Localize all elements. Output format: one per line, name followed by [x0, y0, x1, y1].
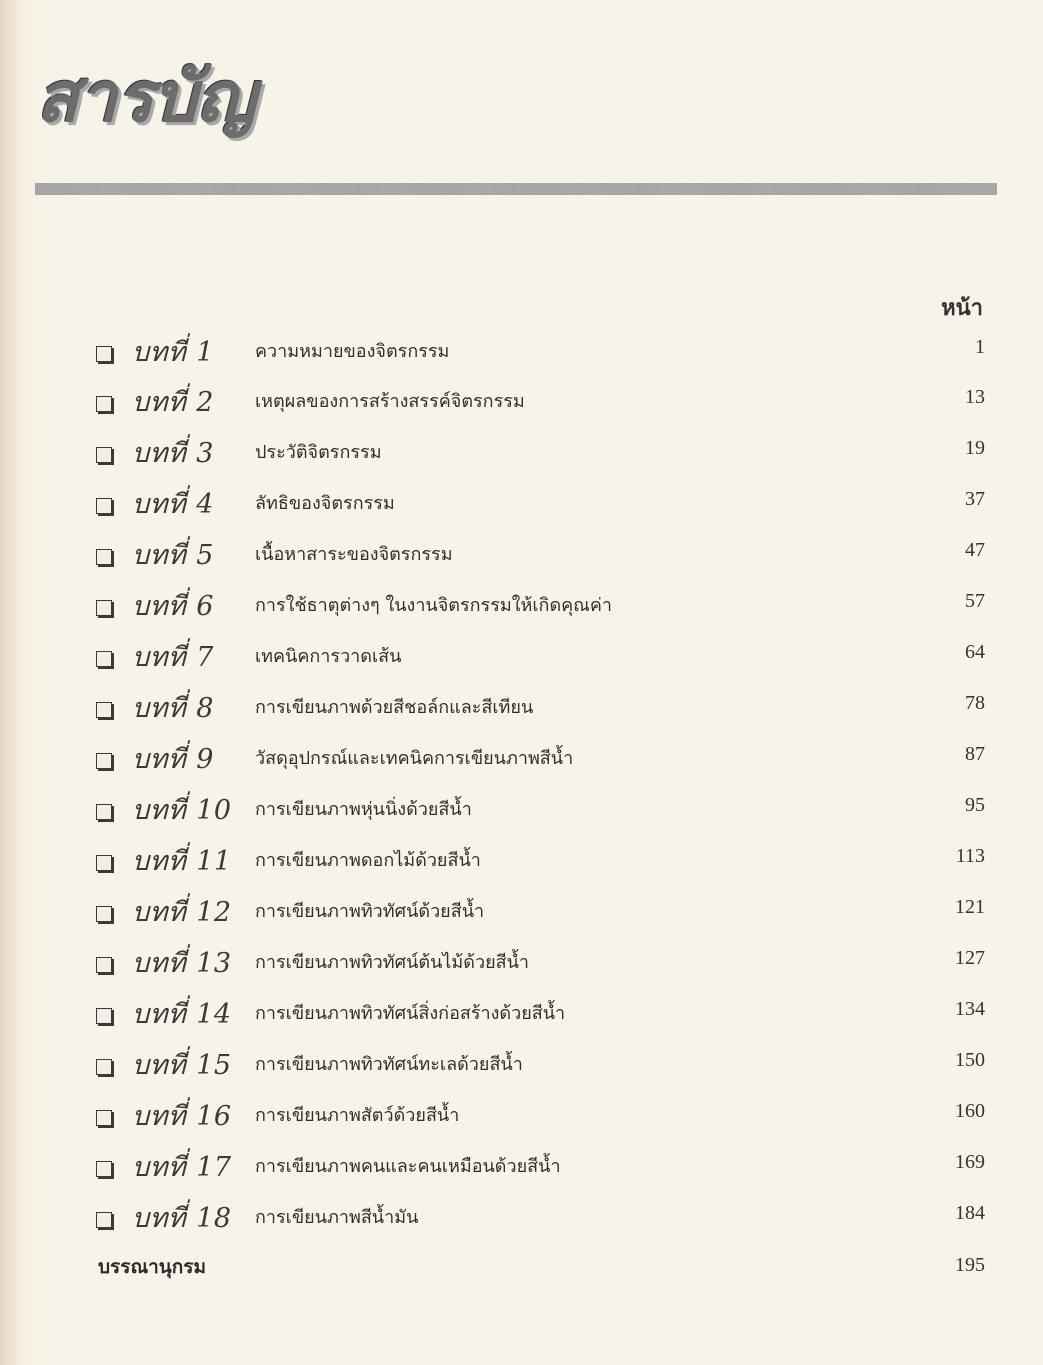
title-divider [35, 183, 997, 195]
toc-entry-chapter-9[interactable] [0, 741, 1043, 789]
toc-entry-chapter-18[interactable] [0, 1200, 1043, 1248]
toc-entry-chapter-10[interactable] [0, 792, 1043, 840]
toc-entry-chapter-16[interactable] [0, 1098, 1043, 1146]
chapter-number: 10 [196, 795, 232, 826]
checkbox-bullet-icon [96, 906, 112, 922]
checkbox-bullet-icon [96, 549, 112, 565]
page-column-header: หน้า [941, 296, 983, 321]
chapter-title: การเขียนภาพทิวทัศน์สิ่งก่อสร้างด้วยสีน้ำ [255, 1003, 566, 1024]
checkbox-bullet-icon [96, 651, 112, 667]
chapter-prefix: บทที่ [132, 795, 187, 826]
chapter-number: 5 [196, 540, 214, 571]
bibliography-title: บรรณานุกรม [98, 1256, 206, 1278]
toc-entry-chapter-12[interactable] [0, 894, 1043, 942]
chapter-page-number: 113 [955, 845, 985, 867]
chapter-page-number: 169 [955, 1151, 985, 1173]
checkbox-bullet-icon [96, 447, 112, 463]
chapter-number: 8 [196, 693, 214, 724]
chapter-prefix: บทที่ [132, 1152, 187, 1183]
toc-entry-chapter-4[interactable] [0, 486, 1043, 534]
chapter-label [132, 788, 232, 831]
toc-entry-chapter-13[interactable] [0, 945, 1043, 993]
chapter-number: 13 [196, 948, 232, 979]
chapter-prefix: บทที่ [132, 489, 187, 520]
chapter-prefix: บทที่ [132, 591, 187, 622]
chapter-label [132, 737, 214, 780]
toc-entry-chapter-7[interactable] [0, 639, 1043, 687]
chapter-title: การเขียนภาพทิวทัศน์ด้วยสีน้ำ [255, 901, 485, 922]
toc-entry-chapter-15[interactable] [0, 1047, 1043, 1095]
checkbox-bullet-icon [96, 498, 112, 514]
chapter-title: การเขียนภาพหุ่นนิ่งด้วยสีน้ำ [255, 799, 472, 820]
chapter-prefix: บทที่ [132, 642, 187, 673]
chapter-page-number: 150 [955, 1049, 985, 1071]
checkbox-bullet-icon [96, 600, 112, 616]
chapter-title: เทคนิคการวาดเส้น [255, 646, 402, 667]
chapter-page-number: 127 [955, 947, 985, 969]
chapter-prefix: บทที่ [132, 1050, 187, 1081]
checkbox-bullet-icon [96, 702, 112, 718]
chapter-label [132, 686, 214, 729]
chapter-prefix: บทที่ [132, 1101, 187, 1132]
chapter-page-number: 184 [955, 1202, 985, 1224]
chapter-prefix: บทที่ [132, 846, 187, 877]
checkbox-bullet-icon [96, 396, 112, 412]
chapter-page-number: 160 [955, 1100, 985, 1122]
chapter-prefix: บทที่ [132, 693, 187, 724]
chapter-title: การเขียนภาพสัตว์ด้วยสีน้ำ [255, 1105, 460, 1126]
chapter-prefix: บทที่ [132, 387, 187, 418]
chapter-title: การเขียนภาพสีน้ำมัน [255, 1207, 419, 1228]
toc-entry-chapter-6[interactable] [0, 588, 1043, 636]
toc-entry-chapter-2[interactable] [0, 384, 1043, 432]
chapter-title: การเขียนภาพดอกไม้ด้วยสีน้ำ [255, 850, 481, 871]
toc-entry-chapter-11[interactable] [0, 843, 1043, 891]
chapter-title: การใช้ธาตุต่างๆ ในงานจิตรกรรมให้เกิดคุณค่า [255, 595, 613, 616]
chapter-prefix: บทที่ [132, 744, 187, 775]
chapter-label [132, 1145, 232, 1188]
chapter-title: การเขียนภาพทิวทัศน์ต้นไม้ด้วยสีน้ำ [255, 952, 530, 973]
chapter-number: 16 [196, 1101, 232, 1132]
chapter-title: การเขียนภาพคนและคนเหมือนด้วยสีน้ำ [255, 1156, 561, 1177]
chapter-prefix: บทที่ [132, 337, 187, 368]
chapter-number: 2 [196, 387, 214, 418]
chapter-number: 3 [196, 438, 214, 469]
chapter-label [132, 635, 214, 678]
chapter-page-number: 78 [965, 692, 985, 714]
toc-entry-chapter-3[interactable] [0, 435, 1043, 483]
chapter-label [132, 330, 214, 373]
chapter-page-number: 57 [965, 590, 985, 612]
chapter-page-number: 64 [965, 641, 985, 663]
chapter-label [132, 890, 232, 933]
chapter-page-number: 47 [965, 539, 985, 561]
toc-entry-chapter-17[interactable] [0, 1149, 1043, 1197]
chapter-number: 17 [196, 1152, 232, 1183]
chapter-page-number: 87 [965, 743, 985, 765]
chapter-number: 9 [196, 744, 214, 775]
chapter-label [132, 533, 214, 576]
chapter-title: เนื้อหาสาระของจิตรกรรม [255, 544, 453, 565]
chapter-number: 12 [196, 897, 232, 928]
chapter-page-number: 95 [965, 794, 985, 816]
chapter-page-number: 13 [965, 386, 985, 408]
chapter-number: 15 [196, 1050, 232, 1081]
chapter-prefix: บทที่ [132, 1203, 187, 1234]
bibliography-page-number: 195 [955, 1254, 985, 1276]
chapter-page-number: 134 [955, 998, 985, 1020]
chapter-title: ความหมายของจิตรกรรม [255, 341, 450, 362]
chapter-number: 1 [196, 337, 214, 368]
chapter-number: 4 [196, 489, 214, 520]
chapter-label [132, 482, 214, 525]
chapter-number: 18 [196, 1203, 232, 1234]
chapter-number: 11 [196, 846, 232, 877]
toc-entry-bibliography[interactable] [0, 1252, 1043, 1300]
checkbox-bullet-icon [96, 346, 112, 362]
chapter-label [132, 1196, 232, 1239]
chapter-number: 6 [196, 591, 214, 622]
toc-entry-chapter-5[interactable] [0, 537, 1043, 585]
checkbox-bullet-icon [96, 957, 112, 973]
chapter-label [132, 1043, 232, 1086]
chapter-title: วัสดุอุปกรณ์และเทคนิคการเขียนภาพสีน้ำ [255, 748, 574, 769]
checkbox-bullet-icon [96, 1008, 112, 1024]
checkbox-bullet-icon [96, 855, 112, 871]
chapter-prefix: บทที่ [132, 540, 187, 571]
chapter-label [132, 380, 214, 423]
chapter-page-number: 37 [965, 488, 985, 510]
chapter-label [132, 839, 232, 882]
chapter-prefix: บทที่ [132, 948, 187, 979]
chapter-title: การเขียนภาพด้วยสีชอล์กและสีเทียน [255, 697, 534, 718]
checkbox-bullet-icon [96, 1059, 112, 1075]
chapter-label [132, 431, 214, 474]
chapter-title: การเขียนภาพทิวทัศน์ทะเลด้วยสีน้ำ [255, 1054, 523, 1075]
chapter-title: เหตุผลของการสร้างสรรค์จิตรกรรม [255, 391, 525, 412]
toc-entry-chapter-1[interactable] [0, 334, 1043, 382]
chapter-prefix: บทที่ [132, 999, 187, 1030]
chapter-number: 7 [196, 642, 214, 673]
chapter-prefix: บทที่ [132, 897, 187, 928]
chapter-page-number: 121 [955, 896, 985, 918]
chapter-number: 14 [196, 999, 232, 1030]
chapter-page-number: 1 [975, 336, 985, 358]
chapter-label [132, 1094, 232, 1137]
chapter-label [132, 941, 232, 984]
checkbox-bullet-icon [96, 1110, 112, 1126]
chapter-label [132, 584, 214, 627]
toc-entry-chapter-8[interactable] [0, 690, 1043, 738]
checkbox-bullet-icon [96, 804, 112, 820]
page-title: สารบัญ [36, 55, 255, 138]
chapter-label [132, 992, 232, 1035]
chapter-page-number: 19 [965, 437, 985, 459]
checkbox-bullet-icon [96, 1161, 112, 1177]
toc-entry-chapter-14[interactable] [0, 996, 1043, 1044]
chapter-title: ประวัติจิตรกรรม [255, 442, 382, 463]
chapter-prefix: บทที่ [132, 438, 187, 469]
checkbox-bullet-icon [96, 753, 112, 769]
chapter-title: ลัทธิของจิตรกรรม [255, 493, 395, 514]
checkbox-bullet-icon [96, 1212, 112, 1228]
